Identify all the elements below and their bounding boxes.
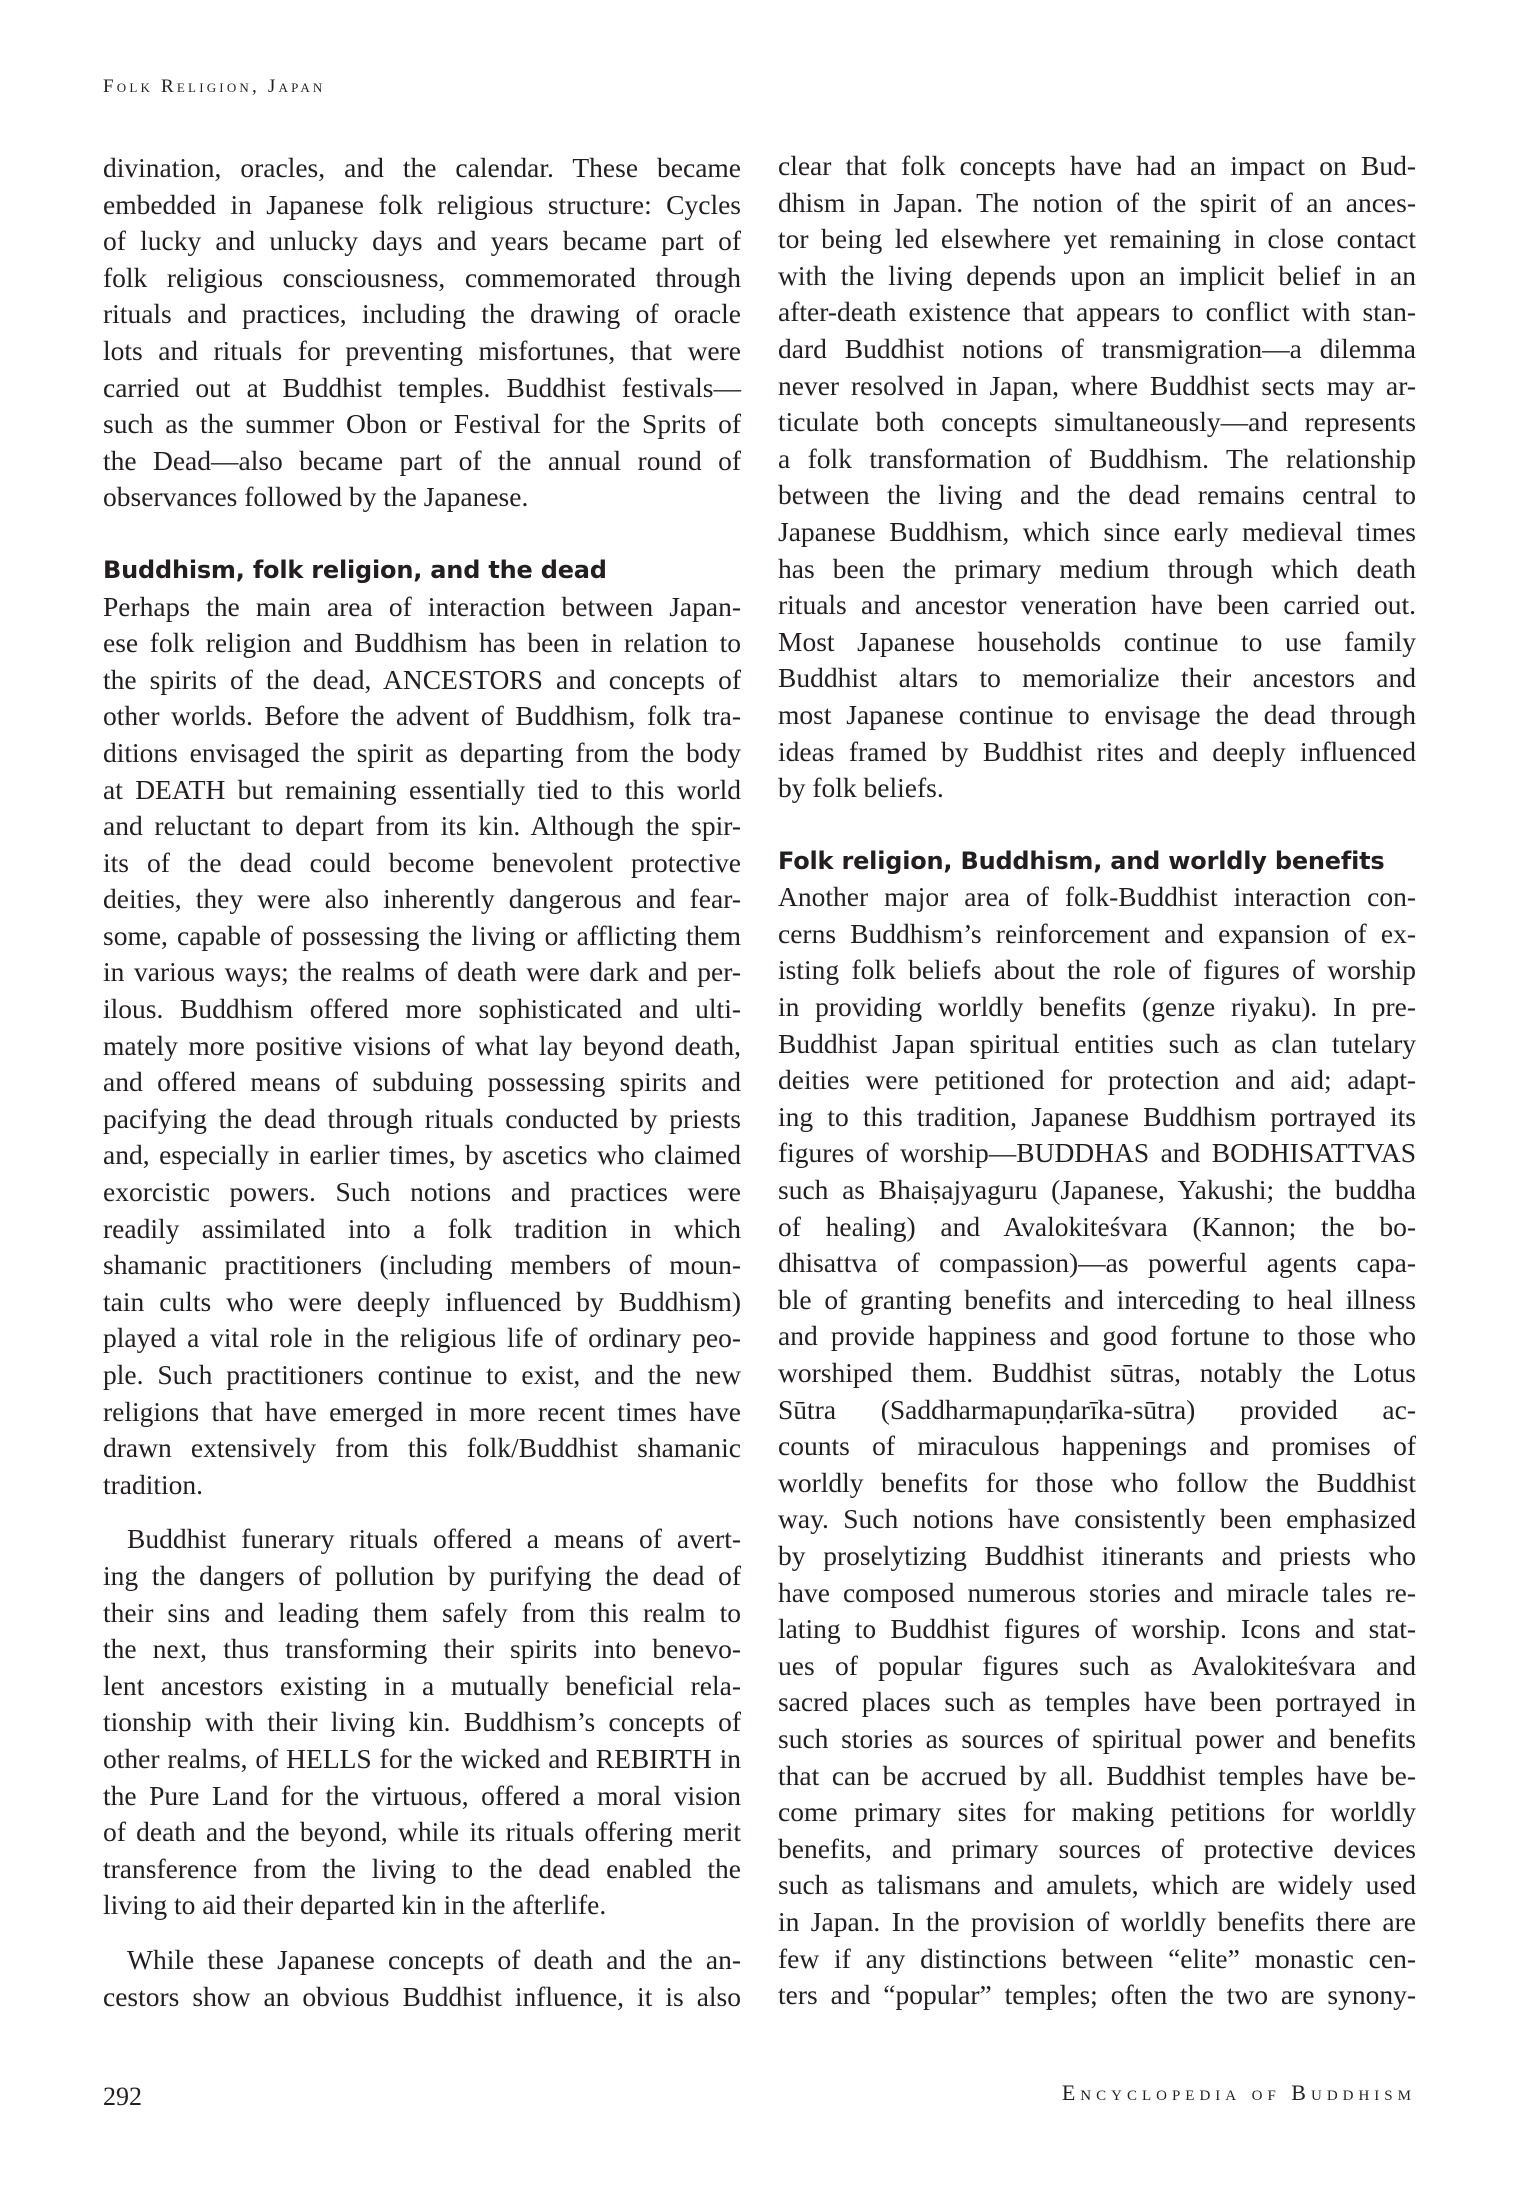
text-line: tain cults who were deeply influenced by Buddhism) (103, 1285, 741, 1317)
text-line: drawn extensively from this folk/Buddhist shamanic (103, 1432, 741, 1464)
text-line: deities, they were also inherently dangerous and fear- (103, 883, 741, 915)
text-line: Japanese Buddhism, which since early medieval times (778, 515, 1416, 547)
text-line: and offered means of subduing possessing spirits and (103, 1066, 741, 1098)
text-line: tionship with their living kin. Buddhism’s concepts of (103, 1706, 741, 1738)
text-line: living to aid their departed kin in the afterlife. (103, 1889, 607, 1921)
text-line: with the living depends upon an implicit belief in an (778, 259, 1416, 291)
text-line: and provide happiness and good fortune to those who (778, 1320, 1416, 1352)
text-line: and, especially in earlier times, by ascetics who claimed (103, 1139, 741, 1171)
text-line: Sūtra (Saddharmapuṇḍarīka-sūtra) provided ac- (778, 1393, 1416, 1425)
text-line: that can be accrued by all. Buddhist temples have be- (778, 1759, 1416, 1791)
text-line: the spirits of the dead, ANCESTORS and concepts of (103, 663, 741, 695)
text-line: tradition. (103, 1468, 204, 1500)
text-line: lating to Buddhist figures of worship. Icons and stat- (778, 1613, 1416, 1645)
text-line: sacred places such as temples have been portrayed in (778, 1686, 1416, 1718)
text-line: of death and the beyond, while its rituals offering merit (103, 1816, 741, 1848)
text-line: such as the summer Obon or Festival for the Sprits of (103, 408, 741, 440)
text-line: dhisattva of compassion)—as powerful agents capa- (778, 1247, 1416, 1279)
spacer (103, 1924, 741, 1942)
text-line: ing the dangers of pollution by purifying the dead of (103, 1559, 741, 1591)
text-line: ple. Such practitioners continue to exist, and the new (103, 1359, 741, 1390)
text-line: after-death existence that appears to conflict with stan- (778, 296, 1416, 328)
text-line: other realms, of HELLS for the wicked and REBIRTH in (103, 1742, 741, 1774)
text-line: shamanic practitioners (including members of moun- (103, 1249, 741, 1281)
text-line: divination, oracles, and the calendar. These became (103, 152, 741, 183)
text-line: worshiped them. Buddhist sūtras, notably the Lotus (778, 1357, 1416, 1388)
text-line: readily assimilated into a folk tradition in which (103, 1212, 741, 1244)
text-line: never resolved in Japan, where Buddhist sects may ar- (778, 369, 1416, 401)
text-line: ble of granting benefits and interceding to heal illness (778, 1283, 1416, 1315)
text-line: Buddhist Japan spiritual entities such as clan tutelary (778, 1027, 1416, 1059)
text-line: by proselytizing Buddhist itinerants and priests who (778, 1539, 1416, 1571)
running-head: Folk Religion, Japan (103, 76, 326, 97)
text-line: figures of worship—BUDDHAS and BODHISATTVAS (778, 1137, 1416, 1169)
text-line: cestors show an obvious Buddhist influence, it is also (103, 1980, 741, 2012)
text-line: ticulate both concepts simultaneously—and represents (778, 406, 1416, 438)
text-line: lots and rituals for preventing misfortunes, that were (103, 334, 741, 366)
text-line: in providing worldly benefits (genze riyaku). In pre- (778, 991, 1416, 1023)
text-line: come primary sites for making petitions for worldly (778, 1796, 1416, 1828)
text-line: exorcistic powers. Such notions and practices were (103, 1176, 741, 1208)
text-line: between the living and the dead remains central to (778, 479, 1416, 511)
text-line: such as Bhaiṣajyaguru (Japanese, Yakushi; the buddha (778, 1174, 1416, 1206)
paragraph (103, 589, 741, 1504)
text-line: rituals and ancestor veneration have been carried out. (778, 589, 1416, 621)
spacer (103, 1503, 741, 1521)
text-line: transference from the living to the dead enabled the (103, 1852, 741, 1884)
right-column (778, 148, 1416, 2014)
text-line: embedded in Japanese folk religious structure: Cycles (103, 188, 741, 220)
text-line: has been the primary medium through which death (778, 552, 1416, 584)
text-line: Buddhist altars to memorialize their ancestors and (778, 662, 1416, 694)
text-line: in various ways; the realms of death were dark and per- (103, 956, 741, 988)
spacer (778, 807, 1416, 843)
book-title: Encyclopedia of Buddhism (1061, 2080, 1416, 2105)
text-line: in Japan. In the provision of worldly benefits there are (778, 1905, 1416, 1937)
text-line: some, capable of possessing the living or afflicting them (103, 919, 741, 951)
section-heading: Buddhism, folk religion, and the dead (103, 555, 607, 584)
text-line: most Japanese continue to envisage the dead through (778, 698, 1416, 730)
text-line: ues of popular figures such as Avalokiteśvara and (778, 1649, 1416, 1681)
text-line: of healing) and Avalokiteśvara (Kannon; the bo- (778, 1210, 1416, 1242)
paragraph (103, 1942, 741, 2015)
text-line: other worlds. Before the advent of Buddhism, folk tra- (103, 700, 741, 732)
paragraph (778, 148, 1416, 807)
text-line: way. Such notions have consistently been emphasized (778, 1503, 1416, 1535)
text-line: the Dead—also became part of the annual round of (103, 444, 741, 476)
text-line: lent ancestors existing in a mutually beneficial rela- (103, 1669, 741, 1701)
section-heading: Folk religion, Buddhism, and worldly benefits (778, 846, 1385, 875)
text-line: pacifying the dead through rituals conducted by priests (103, 1102, 741, 1134)
text-line: ditions envisaged the spirit as departing from the body (103, 736, 741, 768)
text-line: its of the dead could become benevolent protective (103, 846, 741, 878)
text-line: dhism in Japan. The notion of the spirit of an ances- (778, 186, 1416, 218)
text-line: Perhaps the main area of interaction between Japan- (103, 590, 741, 622)
text-line: dard Buddhist notions of transmigration—a dilemma (778, 332, 1416, 364)
text-line: Buddhist funerary rituals offered a means of avert- (127, 1523, 741, 1555)
text-line: observances followed by the Japanese. (103, 481, 529, 513)
paragraph (778, 879, 1416, 2013)
text-line: cerns Buddhism’s reinforcement and expansion of ex- (778, 917, 1416, 949)
text-line: a folk transformation of Buddhism. The relationship (778, 442, 1416, 474)
text-line: benefits, and primary sources of protective devices (778, 1832, 1416, 1864)
text-line: their sins and leading them safely from this realm to (103, 1596, 741, 1628)
text-line: deities were petitioned for protection and aid; adapt- (778, 1064, 1416, 1096)
text-line: religions that have emerged in more recent times have (103, 1395, 741, 1427)
text-line: counts of miraculous happenings and promises of (778, 1430, 1416, 1462)
text-line: of lucky and unlucky days and years became part of (103, 225, 741, 257)
text-line: played a vital role in the religious life of ordinary peo- (103, 1322, 741, 1354)
spacer (103, 516, 741, 552)
text-line: While these Japanese concepts of death and the an- (127, 1943, 741, 1975)
text-line: the next, thus transforming their spirits into benevo- (103, 1633, 741, 1665)
text-line: clear that folk concepts have had an impact on Bud- (778, 150, 1416, 181)
page-number: 292 (103, 2082, 142, 2111)
text-line: such stories as sources of spiritual power and benefits (778, 1722, 1416, 1754)
text-line: such as talismans and amulets, which are widely used (778, 1869, 1416, 1901)
text-line: ters and “popular” temples; often the two are synony- (778, 1979, 1416, 2011)
text-line: tor being led elsewhere yet remaining in close contact (778, 223, 1416, 255)
text-line: ideas framed by Buddhist rites and deeply influenced (778, 735, 1416, 767)
text-line: the Pure Land for the virtuous, offered a moral vision (103, 1779, 741, 1811)
text-line: have composed numerous stories and miracle tales re- (778, 1576, 1416, 1608)
text-line: mately more positive visions of what lay beyond death, (103, 1029, 741, 1061)
text-line: ing to this tradition, Japanese Buddhism portrayed its (778, 1100, 1416, 1132)
text-line: Most Japanese households continue to use family (778, 625, 1416, 657)
text-line: at DEATH but remaining essentially tied to this world (103, 773, 741, 805)
text-line: folk religious consciousness, commemorated through (103, 261, 741, 293)
text-line: and reluctant to depart from its kin. Although the spir- (103, 810, 741, 842)
text-line: isting folk beliefs about the role of figures of worship (778, 954, 1416, 986)
text-line: rituals and practices, including the drawing of oracle (103, 298, 741, 330)
text-line: worldly benefits for those who follow the Buddhist (778, 1466, 1416, 1498)
text-line: Another major area of folk-Buddhist interaction con- (778, 881, 1416, 913)
text-line: ese folk religion and Buddhism has been in relation to (103, 627, 741, 659)
text-line: by folk beliefs. (778, 772, 944, 804)
text-line: few if any distinctions between “elite” monastic cen- (778, 1942, 1416, 1974)
paragraph (103, 1521, 741, 1924)
paragraph (103, 150, 741, 516)
left-column (103, 150, 741, 2015)
text-line: carried out at Buddhist temples. Buddhist festivals— (103, 371, 741, 403)
text-line: ilous. Buddhism offered more sophisticated and ulti- (103, 993, 741, 1025)
